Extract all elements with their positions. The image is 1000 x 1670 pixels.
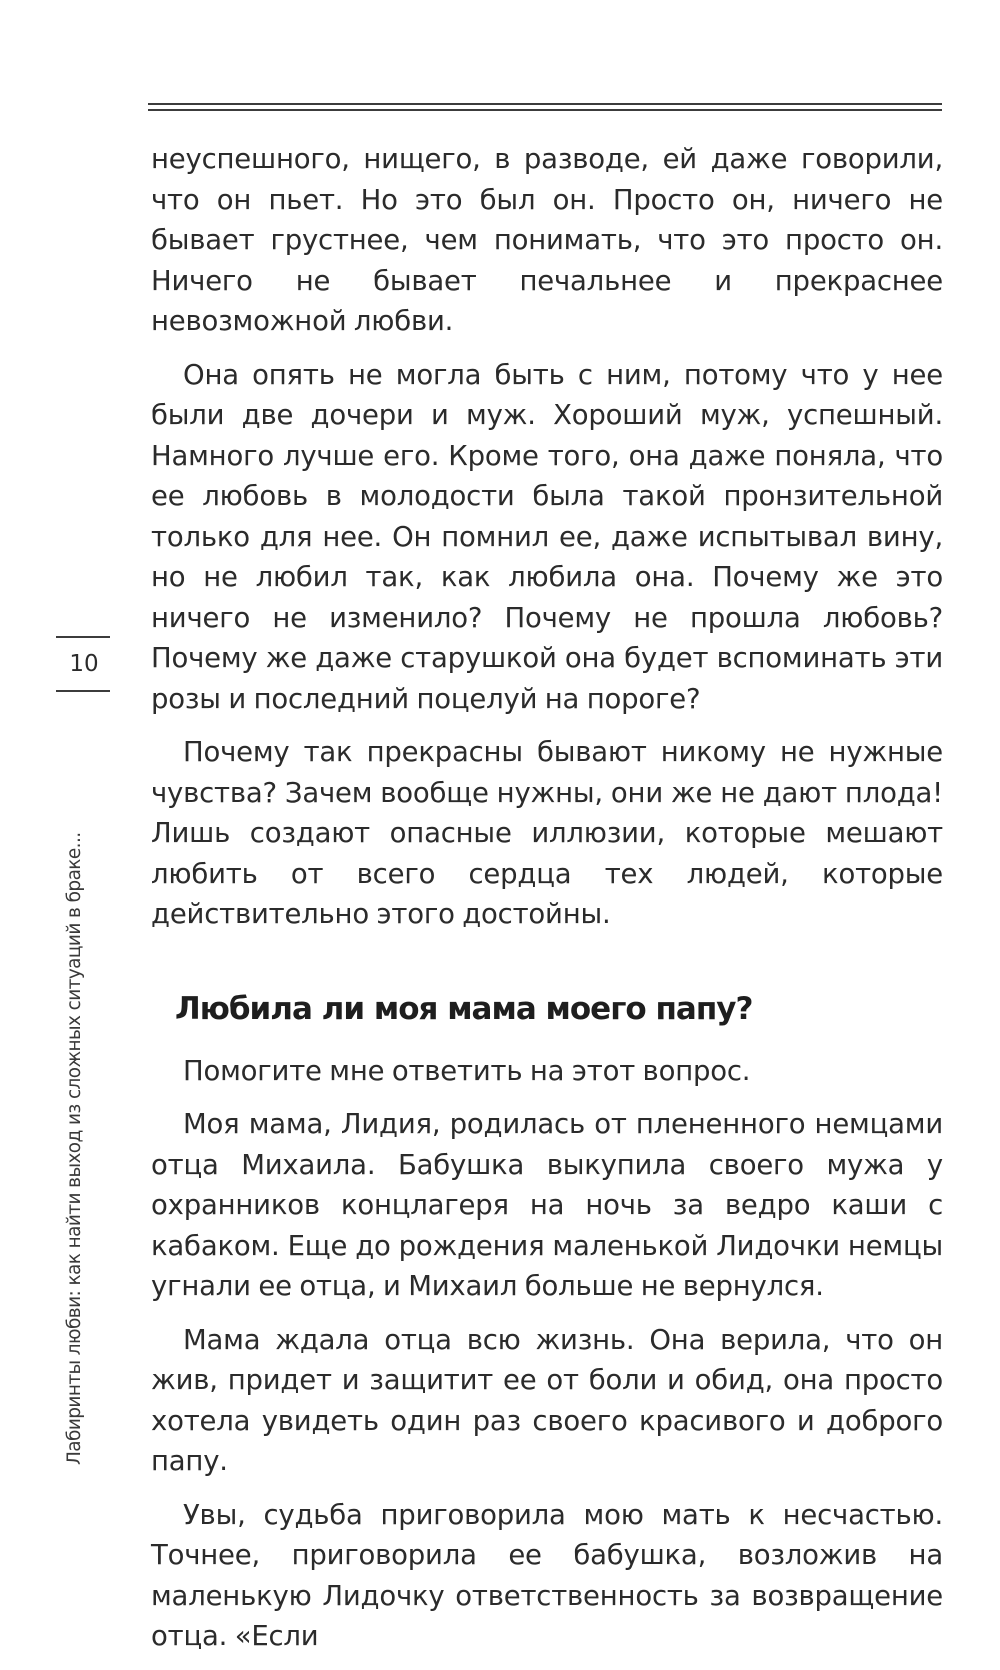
page-number: 10	[69, 651, 99, 677]
page-number-rule-bottom	[56, 690, 110, 692]
paragraph: Мама ждала отца всю жизнь. Она верила, что он жив, придет и защитит ее от боли и обид, она просто хотела увидеть один раз своего красивого и доброго папу.	[151, 1323, 943, 1477]
page-number-block	[56, 636, 112, 692]
top-rule-line	[148, 103, 942, 105]
top-rule	[148, 103, 942, 113]
top-rule-line	[148, 109, 942, 111]
paragraph: Почему так прекрасны бывают никому не нужные чувства? Зачем вообще нужны, они же не дают плода! Лишь создают опасные иллюзии, которые мешают любить от всего сердца тех людей, которые действительно этого достойны.	[151, 736, 943, 930]
page-number-rule-top	[56, 636, 110, 638]
paragraph: неуспешного, нищего, в разводе, ей даже говорили, что он пьет. Но это был он. Просто он, ничего не бывает грустнее, чем понимать, что это просто он. Ничего не бывает печальнее и прекраснее невозможной любви.	[151, 143, 943, 337]
paragraph: Помогите мне ответить на этот вопрос.	[183, 1054, 751, 1087]
section-heading: Любила ли моя мама моего папу?	[175, 990, 753, 1027]
text-column	[151, 139, 943, 1670]
paragraph: Увы, судьба приговорила мою мать к несчастью. Точнее, приговорила ее бабушка, возложив на маленькую Лидочку ответственность за возвращение отца. «Если	[151, 1498, 943, 1652]
paragraph: Она опять не могла быть с ним, потому что у нее были две дочери и муж. Хороший муж, успешный. Намного лучше его. Кроме того, она даже поняла, что ее любовь в молодости была такой пронзительной только для нее. Он помнил ее, даже испытывал вину, но не любил так, как любила она. Почему же это ничего не изменило? Почему не прошла любовь? Почему же даже старушкой она будет вспоминать эти розы и последний поцелуй на пороге?	[151, 358, 943, 715]
running-head: Лабиринты любви: как найти выход из сложных ситуаций в браке...	[64, 832, 85, 1465]
paragraph: Моя мама, Лидия, родилась от плененного немцами отца Михаила. Бабушка выкупила своего мужа у охранников концлагеря на ночь за ведро каши с кабаком. Еще до рождения маленькой Лидочки немцы угнали ее отца, и Михаил больше не вернулся.	[151, 1108, 943, 1302]
